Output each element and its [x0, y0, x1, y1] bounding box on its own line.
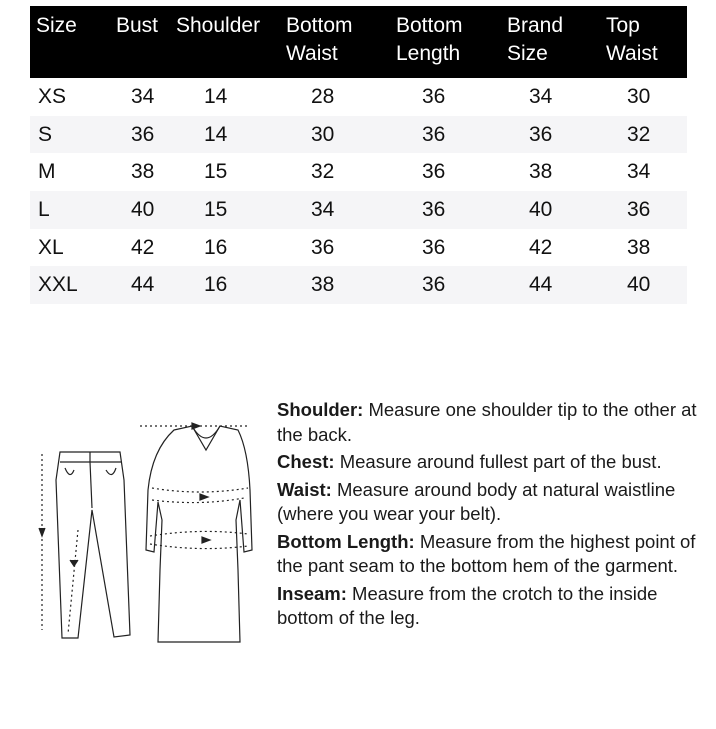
- guide-waist: Waist: Measure around body at natural waistline (where you wear your belt).: [277, 478, 676, 524]
- cell-top-waist: 34: [627, 160, 651, 184]
- header-brand-size: Brand Size: [501, 6, 600, 78]
- header-bust: Bust: [110, 6, 170, 78]
- cell-shoulder: 14: [204, 84, 228, 108]
- header-bottom-length: Bottom Length: [390, 6, 501, 78]
- table-row: [30, 229, 687, 267]
- cell-size: S: [30, 116, 110, 154]
- pants-outline-icon: [56, 452, 130, 638]
- cell-brand-size: 42: [529, 235, 553, 259]
- cell-shoulder: 14: [170, 116, 280, 154]
- cell-size: XL: [38, 235, 64, 259]
- header-top-waist: Top Waist: [600, 6, 687, 78]
- cell-bottom-length: 36: [390, 191, 501, 229]
- cell-top-waist: 38: [627, 235, 651, 259]
- table-row: [30, 78, 687, 116]
- cell-shoulder: 16: [170, 266, 280, 304]
- guide-shoulder: Shoulder: Measure one shoulder tip to the other at the back.: [277, 399, 697, 445]
- cell-brand-size: 38: [529, 160, 553, 184]
- header-bottom-waist: Bottom Waist: [280, 6, 390, 78]
- cell-bottom-length: 36: [390, 266, 501, 304]
- cell-brand-size: 36: [501, 116, 600, 154]
- cell-bottom-length: 36: [390, 116, 501, 154]
- table-row: [30, 266, 687, 304]
- header-size: Size: [30, 6, 110, 78]
- cell-bottom-waist: 36: [311, 235, 335, 259]
- cell-shoulder: 15: [204, 160, 228, 184]
- cell-shoulder: 16: [204, 235, 228, 259]
- table-row: [30, 116, 687, 154]
- cell-shoulder: 15: [170, 191, 280, 229]
- cell-bottom-waist: 30: [280, 116, 390, 154]
- cell-bust: 44: [110, 266, 170, 304]
- cell-brand-size: 34: [529, 84, 553, 108]
- cell-bust: 40: [110, 191, 170, 229]
- cell-bottom-length: 36: [422, 84, 446, 108]
- cell-top-waist: 40: [600, 266, 687, 304]
- cell-size: M: [38, 160, 56, 184]
- cell-top-waist: 32: [600, 116, 687, 154]
- cell-top-waist: 36: [600, 191, 687, 229]
- cell-bottom-length: 36: [422, 160, 446, 184]
- cell-bottom-length: 36: [422, 235, 446, 259]
- cell-brand-size: 44: [501, 266, 600, 304]
- measurement-illustration: [34, 410, 256, 655]
- cell-bottom-waist: 38: [280, 266, 390, 304]
- header-shoulder: Shoulder: [170, 6, 280, 78]
- guide-chest: Chest: Measure around fullest part of the bust.: [277, 451, 662, 472]
- cell-size: XXL: [30, 266, 110, 304]
- cell-top-waist: 30: [627, 84, 651, 108]
- cell-size: L: [30, 191, 110, 229]
- cell-brand-size: 40: [501, 191, 600, 229]
- cell-bust: 38: [131, 160, 155, 184]
- table-row: [30, 191, 687, 229]
- cell-bust: 42: [131, 235, 155, 259]
- measure-arrow-icon: [42, 454, 78, 634]
- cell-bust: 36: [110, 116, 170, 154]
- cell-size: XS: [38, 84, 67, 108]
- guide-bottom-length: Bottom Length: Measure from the highest point of the pant seam to the bottom hem of the garment.: [277, 530, 696, 576]
- measurement-guide: [277, 398, 697, 634]
- table-header-row: [30, 6, 687, 78]
- size-chart-table: [30, 6, 687, 304]
- cell-bottom-waist: 34: [280, 191, 390, 229]
- cell-bust: 34: [131, 84, 155, 108]
- guide-inseam: Inseam: Measure from the crotch to the inside bottom of the leg.: [277, 582, 658, 628]
- cell-bottom-waist: 32: [311, 160, 335, 184]
- table-row: [30, 153, 687, 191]
- cell-bottom-waist: 28: [311, 84, 335, 108]
